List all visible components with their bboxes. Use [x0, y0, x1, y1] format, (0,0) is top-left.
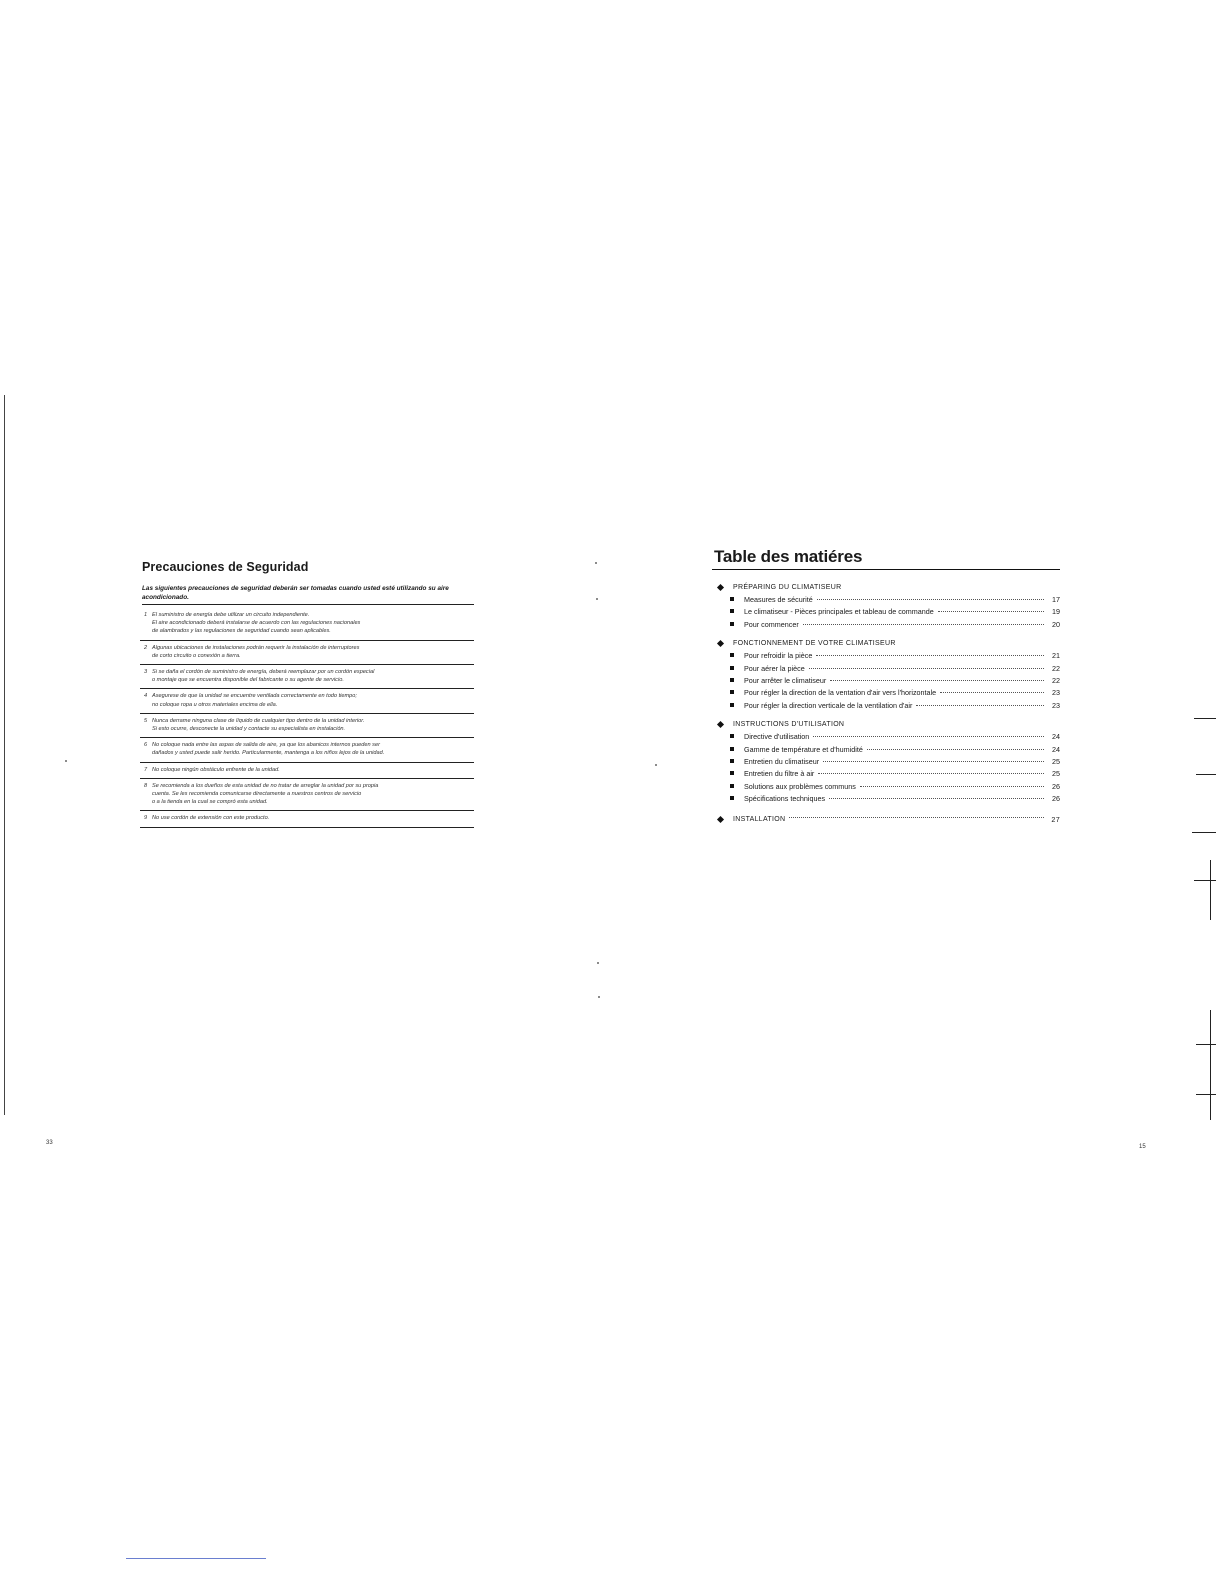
left-edge-rule: [4, 395, 5, 1115]
right-edge-tick: [1192, 832, 1216, 833]
toc-entry-label: Spécifications techniques: [744, 794, 826, 804]
toc-entry[interactable]: [712, 768, 1060, 780]
toc-section-heading[interactable]: [712, 815, 1060, 824]
scan-speck: [595, 562, 597, 564]
page-number-right: 15: [1139, 1144, 1146, 1150]
table-of-contents-page: [712, 547, 1060, 833]
toc-page-number: 19: [1052, 607, 1060, 617]
dot-leader: [818, 773, 1044, 774]
toc-body: [712, 584, 1060, 824]
precaution-text: dañados y usted puede salir herido. Particularmente, mantenga a los niños lejos de la unidad.: [152, 750, 385, 757]
toc-entry[interactable]: [712, 606, 1060, 618]
toc-entry[interactable]: [712, 650, 1060, 662]
dot-leader: [938, 611, 1044, 612]
square-bullet-icon: [730, 784, 734, 788]
square-bullet-icon: [730, 796, 734, 800]
diamond-bullet-icon: [717, 584, 724, 591]
precaution-number: 2: [144, 644, 148, 651]
diamond-bullet-icon: [717, 721, 724, 728]
toc-entry[interactable]: [712, 781, 1060, 793]
precaution-text: Si esto ocurre, desconecte la unidad y contacte su especialista en instalación.: [152, 726, 346, 733]
toc-section: [712, 584, 1060, 631]
right-edge-tick: [1196, 1044, 1216, 1045]
precaution-item: [140, 689, 474, 713]
toc-entry-label: Gamme de température et d'humidité: [744, 744, 863, 754]
scan-speck: [65, 760, 67, 762]
toc-entry-label: Pour régler la direction de la ventation d'air vers l'horizontale: [744, 688, 937, 698]
page-number-left: 33: [46, 1140, 53, 1146]
precaution-text: no coloque ropa u otros materiales encima de ella.: [152, 701, 278, 708]
precaution-text: cuenta. Se les recomienda comunicarse directamente a nuestros centros de servicio: [152, 791, 362, 798]
dot-leader: [829, 798, 1044, 799]
toc-section-label: INSTALLATION: [733, 815, 786, 823]
right-edge-rule: [1210, 860, 1211, 920]
page-title: Precauciones de Seguridad: [142, 560, 309, 574]
toc-section-label: FONCTIONNEMENT DE VOTRE CLIMATISEUR: [733, 640, 896, 648]
precaution-text: Asegurese de que la unidad se encuentre ventilada correctamente en todo tiempo;: [152, 693, 357, 700]
toc-entry[interactable]: [712, 744, 1060, 756]
toc-entry[interactable]: [712, 731, 1060, 743]
precaution-text: No coloque nada entre las aspas de salida de aire, ya que los abanicos internos pueden ser: [152, 742, 380, 749]
toc-entry-label: Entretien du climatiseur: [744, 757, 820, 767]
toc-page-number: 25: [1052, 757, 1060, 767]
precaution-text: El aire acondicionado deberá instalarse de acuerdo con las regulaciones nacionales: [152, 620, 361, 627]
toc-section: [712, 640, 1060, 712]
precaution-text: Nunca derrame ninguna clase de líquido de cualquier tipo dentro de la unidad interior.: [152, 717, 365, 724]
dot-leader: [817, 599, 1044, 600]
toc-page-number: 21: [1052, 651, 1060, 661]
precaution-item: [140, 763, 474, 779]
dot-leader: [809, 668, 1044, 669]
precaution-number: 8: [144, 782, 148, 789]
square-bullet-icon: [730, 653, 734, 657]
scan-speck: [598, 996, 600, 998]
toc-page-number: 22: [1052, 676, 1060, 686]
right-edge-rule: [1210, 1010, 1211, 1120]
dot-leader: [789, 817, 1044, 818]
precaution-text: No use cordón de extensión con este producto.: [152, 815, 270, 822]
square-bullet-icon: [730, 622, 734, 626]
precaution-item: [140, 665, 474, 689]
toc-page-number: 26: [1052, 781, 1060, 791]
scan-speck: [655, 764, 657, 766]
toc-entry-label: Solutions aux problèmes communs: [744, 781, 856, 791]
precaution-text: o montaje que se encuentra disponible del fabricante o su agente de servicio.: [152, 677, 344, 684]
diamond-bullet-icon: [717, 816, 724, 823]
dot-leader: [916, 705, 1044, 706]
toc-entry-label: Pour régler la direction verticale de la ventilation d'air: [744, 700, 913, 710]
square-bullet-icon: [730, 734, 734, 738]
right-edge-tick: [1194, 880, 1216, 881]
precaution-item: [140, 811, 474, 827]
precaution-item: [140, 608, 474, 641]
toc-page-number: 24: [1052, 732, 1060, 742]
toc-entry[interactable]: [712, 594, 1060, 606]
precaution-number: 1: [144, 612, 148, 618]
toc-page-number: 22: [1052, 663, 1060, 673]
toc-entry[interactable]: [712, 756, 1060, 768]
toc-entry-label: Pour aérer la pièce: [744, 663, 805, 673]
toc-page-number: 17: [1052, 595, 1060, 604]
precaution-number: 6: [144, 742, 148, 749]
square-bullet-icon: [730, 771, 734, 775]
precaution-number: 7: [144, 766, 148, 773]
toc-entry-label: Pour refroidir la pièce: [744, 651, 813, 661]
toc-page-number: 20: [1052, 619, 1060, 629]
toc-page-number: 23: [1052, 700, 1060, 710]
diamond-bullet-icon: [717, 640, 724, 647]
intro-text: Las siguientes precauciones de seguridad deberán ser tomadas cuando usted esté utilizando su aire acondicionado.: [142, 584, 474, 605]
toc-entry[interactable]: [712, 793, 1060, 805]
precaution-text: de alambrados y las regulaciones de seguridad cuando sean aplicables.: [152, 628, 331, 635]
toc-section-heading[interactable]: [712, 721, 1060, 728]
scan-speck: [596, 598, 598, 600]
dot-leader: [867, 749, 1044, 750]
toc-entry[interactable]: [712, 675, 1060, 687]
toc-page-number: 23: [1052, 688, 1060, 698]
scan-speck: [597, 962, 599, 964]
precaution-text: Si se daña el cordón de suministro de energía, deberá reemplazar por un cordón especial: [152, 669, 375, 676]
right-edge-tick: [1196, 1094, 1216, 1095]
precaution-item: [140, 779, 474, 812]
toc-entry-label: Pour commencer: [744, 619, 799, 629]
precaution-text: No coloque ningún obstáculo enfrente de la unidad.: [152, 766, 280, 773]
toc-section-label: INSTRUCTIONS D'UTILISATION: [733, 721, 845, 729]
square-bullet-icon: [730, 666, 734, 670]
right-edge-tick: [1196, 774, 1216, 775]
toc-page-number: 25: [1052, 769, 1060, 779]
precaution-text: El suministro de energía debe utilizar un circuito independiente.: [152, 612, 310, 618]
dot-leader: [940, 692, 1044, 693]
toc-page-number: 26: [1052, 794, 1060, 804]
toc-entry-label: Measures de sécurité: [744, 595, 813, 604]
toc-entry[interactable]: [712, 687, 1060, 699]
toc-page-number: 27: [1051, 814, 1060, 824]
toc-entry-label: Entretien du filtre à air: [744, 769, 815, 779]
precaution-text: Algunas ubicaciones de instalaciones podrán requerir la instalación de interruptores: [152, 644, 360, 651]
square-bullet-icon: [730, 747, 734, 751]
precaution-item: [140, 714, 474, 738]
precaution-text: o a la tienda en la cual se compró esta unidad.: [152, 799, 268, 806]
toc-entry[interactable]: [712, 700, 1060, 712]
dot-leader: [813, 736, 1044, 737]
precaution-number: 5: [144, 717, 148, 724]
square-bullet-icon: [730, 609, 734, 613]
precaution-number: 4: [144, 693, 148, 700]
square-bullet-icon: [730, 703, 734, 707]
toc-page-number: 24: [1052, 744, 1060, 754]
precaution-item: [140, 738, 474, 762]
toc-section-label: PRÉPARING DU CLIMATISEUR: [733, 584, 842, 591]
precaution-text: Se recomienda a los dueños de esta unidad de no tratar de arreglar la unidad por su propia: [152, 782, 379, 789]
toc-section: [712, 721, 1060, 805]
precaution-item: [140, 641, 474, 665]
toc-section: [712, 815, 1060, 824]
square-bullet-icon: [730, 678, 734, 682]
dot-leader: [816, 655, 1044, 656]
toc-section-heading[interactable]: [712, 584, 1060, 591]
dot-leader: [830, 680, 1044, 681]
precaution-number: 9: [144, 815, 148, 822]
precaution-text: de corto circuito o conexión a tierra.: [152, 652, 241, 659]
toc-entry-label: Pour arrêter le climatiseur: [744, 676, 827, 686]
dot-leader: [860, 786, 1044, 787]
toc-section-heading[interactable]: [712, 640, 1060, 647]
precaution-number: 3: [144, 669, 148, 676]
safety-precautions-page: [140, 560, 474, 828]
square-bullet-icon: [730, 759, 734, 763]
toc-entry[interactable]: [712, 663, 1060, 675]
dot-leader: [823, 761, 1044, 762]
right-edge-tick: [1194, 718, 1216, 719]
dot-leader: [803, 624, 1044, 625]
bottom-blue-rule: [126, 1558, 266, 1559]
precautions-list: [140, 608, 474, 828]
toc-entry-label: Directive d'utilisation: [744, 732, 810, 742]
toc-title: Table des matiéres: [712, 547, 1060, 570]
square-bullet-icon: [730, 597, 734, 601]
toc-entry-label: Le climatiseur - Pièces principales et tableau de commande: [744, 607, 934, 617]
square-bullet-icon: [730, 690, 734, 694]
toc-entry[interactable]: [712, 619, 1060, 631]
